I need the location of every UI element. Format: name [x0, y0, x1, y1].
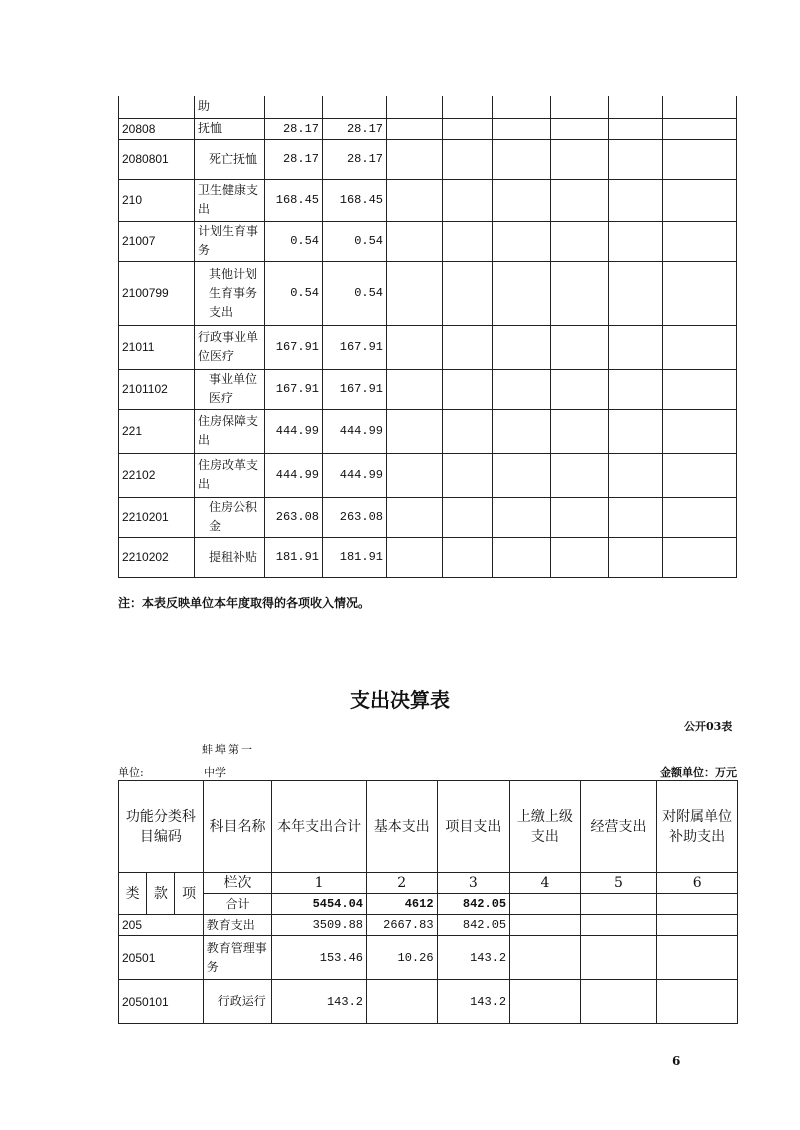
row-empty-cell: [493, 261, 551, 325]
row-empty-cell: [609, 453, 663, 497]
table-row: [119, 453, 737, 497]
row-empty-cell: [493, 453, 551, 497]
row-name: 其他计划生育事务支出: [195, 261, 265, 325]
row-empty-cell: [609, 179, 663, 221]
row-empty-cell: [387, 139, 443, 179]
table-row: [119, 118, 737, 139]
row-code: 21007: [119, 221, 195, 261]
row-empty-cell: [443, 537, 493, 577]
row-empty-cell: [443, 325, 493, 369]
row-empty-cell: [609, 221, 663, 261]
row-fiscal: 444.99: [323, 409, 387, 453]
row-empty-cell: [443, 453, 493, 497]
row-empty-cell: [387, 497, 443, 537]
row-empty-cell: [387, 179, 443, 221]
row-total: 168.45: [265, 179, 323, 221]
row-empty-cell: [551, 369, 609, 409]
row-empty-cell: [551, 118, 609, 139]
row-empty-cell: [493, 409, 551, 453]
row-empty-cell: [663, 118, 737, 139]
row-empty-cell: [387, 369, 443, 409]
header-code: 功能分类科目编码: [119, 781, 204, 873]
header-project: 项目支出: [437, 781, 510, 873]
col-number: 5: [580, 873, 657, 894]
row-project: 143.2: [437, 936, 510, 980]
header-xiang: 项: [175, 873, 203, 915]
row-empty-cell: [609, 325, 663, 369]
row-empty-cell: [551, 497, 609, 537]
header-lei: 类: [119, 873, 147, 915]
income-note: 注：本表反映单位本年度取得的各项收入情况。: [118, 596, 371, 610]
row-empty-cell: [580, 980, 657, 1024]
row-total: 167.91: [265, 325, 323, 369]
row-basic: 10.26: [366, 936, 437, 980]
row-name: 教育支出: [203, 915, 272, 936]
row-code: 221: [119, 409, 195, 453]
row-empty-cell: [551, 325, 609, 369]
row-code: 21011: [119, 325, 195, 369]
header-kuan: 款: [147, 873, 175, 915]
header-total: 本年支出合计: [272, 781, 367, 873]
row-fiscal: 0.54: [323, 221, 387, 261]
row-empty-cell: [551, 537, 609, 577]
row-name: 抚恤: [195, 118, 265, 139]
row-empty-cell: [609, 139, 663, 179]
row-empty-cell: [493, 118, 551, 139]
row-total: 263.08: [265, 497, 323, 537]
row-total: 28.17: [265, 118, 323, 139]
row-fiscal: 181.91: [323, 537, 387, 577]
col-number: 1: [272, 873, 367, 894]
row-name: 住房公积金: [195, 497, 265, 537]
row-empty-cell: [609, 261, 663, 325]
row-empty-cell: [387, 118, 443, 139]
row-empty-cell: [551, 409, 609, 453]
col-number: 2: [366, 873, 437, 894]
unit-label: 单位:: [118, 766, 144, 779]
table-row: [119, 139, 737, 179]
row-name: 事业单位医疗: [195, 369, 265, 409]
row-empty-cell: [657, 980, 738, 1024]
row-total: 153.46: [272, 936, 367, 980]
row-code: 205: [119, 915, 204, 936]
row-fiscal: 168.45: [323, 179, 387, 221]
row-total: 0.54: [265, 221, 323, 261]
table-row: [119, 96, 737, 118]
row-empty-cell: [551, 139, 609, 179]
row-empty-cell: [663, 497, 737, 537]
row-empty-cell: [609, 118, 663, 139]
row-code: 2210202: [119, 537, 195, 577]
row-name: 卫生健康支出: [195, 179, 265, 221]
row-name: 助: [195, 96, 265, 118]
header-basic: 基本支出: [366, 781, 437, 873]
row-empty-cell: [663, 369, 737, 409]
row-project: 143.2: [437, 980, 510, 1024]
row-empty-cell: [493, 96, 551, 118]
row-empty-cell: [443, 221, 493, 261]
row-name: 提租补贴: [195, 537, 265, 577]
row-code: 210: [119, 179, 195, 221]
row-empty-cell: [443, 96, 493, 118]
row-fiscal: 444.99: [323, 453, 387, 497]
row-fiscal: 167.91: [323, 369, 387, 409]
amount-unit: 金额单位：万元: [660, 766, 737, 779]
row-basic: [366, 980, 437, 1024]
table-row: [119, 915, 738, 936]
expense-table: [118, 780, 738, 1024]
row-total: [265, 96, 323, 118]
header-upper: 上缴上级支出: [510, 781, 581, 873]
table-row: [119, 409, 737, 453]
row-project: 842.05: [437, 915, 510, 936]
table-row: [119, 936, 738, 980]
row-fiscal: 28.17: [323, 139, 387, 179]
row-empty-cell: [443, 369, 493, 409]
table-row: [119, 325, 737, 369]
row-total: 167.91: [265, 369, 323, 409]
row-empty-cell: [663, 453, 737, 497]
row-empty-cell: [663, 179, 737, 221]
row-total: 28.17: [265, 139, 323, 179]
row-name: 住房改革支出: [195, 453, 265, 497]
row-empty-cell: [443, 497, 493, 537]
row-empty-cell: [663, 96, 737, 118]
row-fiscal: 167.91: [323, 325, 387, 369]
total-sum: 5454.04: [272, 894, 367, 915]
income-table: [118, 96, 737, 578]
row-empty-cell: [493, 179, 551, 221]
row-empty-cell: [493, 497, 551, 537]
row-empty-cell: [609, 409, 663, 453]
row-fiscal: 28.17: [323, 118, 387, 139]
row-empty-cell: [551, 221, 609, 261]
total-basic: 4612: [366, 894, 437, 915]
row-empty-cell: [493, 221, 551, 261]
row-empty-cell: [387, 453, 443, 497]
unit-name-line1: 蚌埠第一: [202, 743, 254, 756]
table-row: [119, 369, 737, 409]
page-number: 6: [672, 1054, 681, 1068]
row-total: 143.2: [272, 980, 367, 1024]
row-empty-cell: [663, 409, 737, 453]
row-empty-cell: [387, 221, 443, 261]
row-name: 计划生育事务: [195, 221, 265, 261]
row-empty-cell: [443, 179, 493, 221]
row-code: 2080801: [119, 139, 195, 179]
header-name: 科目名称: [203, 781, 272, 873]
row-basic: 2667.83: [366, 915, 437, 936]
header-lanci: 栏次: [203, 873, 272, 894]
row-empty-cell: [609, 369, 663, 409]
row-empty-cell: [580, 915, 657, 936]
unit-name-line2: 中学: [204, 766, 226, 779]
table-row: [119, 537, 737, 577]
row-empty-cell: [551, 453, 609, 497]
row-empty-cell: [609, 96, 663, 118]
row-name: 教育管理事务: [203, 936, 272, 980]
row-empty-cell: [443, 261, 493, 325]
row-empty-cell: [609, 537, 663, 577]
row-code: 2101102: [119, 369, 195, 409]
row-name: 死亡抚恤: [195, 139, 265, 179]
col-number: 4: [510, 873, 581, 894]
row-empty-cell: [387, 96, 443, 118]
row-name: 住房保障支出: [195, 409, 265, 453]
row-fiscal: 0.54: [323, 261, 387, 325]
row-empty-cell: [510, 936, 581, 980]
row-name: 行政运行: [203, 980, 272, 1024]
col-number: 3: [437, 873, 510, 894]
table-row: [119, 980, 738, 1024]
table-row: [119, 221, 737, 261]
row-empty-cell: [609, 497, 663, 537]
row-empty-cell: [551, 261, 609, 325]
row-empty-cell: [663, 139, 737, 179]
row-empty-cell: [510, 980, 581, 1024]
row-fiscal: [323, 96, 387, 118]
row-total: 444.99: [265, 453, 323, 497]
row-empty-cell: [510, 915, 581, 936]
row-empty-cell: [443, 118, 493, 139]
row-empty-cell: [387, 261, 443, 325]
row-total: 0.54: [265, 261, 323, 325]
row-empty-cell: [657, 915, 738, 936]
row-total: 444.99: [265, 409, 323, 453]
row-code: 22102: [119, 453, 195, 497]
row-code: 2210201: [119, 497, 195, 537]
row-empty-cell: [493, 369, 551, 409]
row-empty-cell: [493, 325, 551, 369]
row-empty-cell: [663, 325, 737, 369]
row-code: [119, 96, 195, 118]
row-empty-cell: [663, 221, 737, 261]
row-name: 行政事业单位医疗: [195, 325, 265, 369]
row-empty-cell: [387, 409, 443, 453]
page-title: 支出决算表: [350, 688, 450, 712]
row-empty-cell: [663, 261, 737, 325]
header-subsidy: 对附属单位补助支出: [657, 781, 738, 873]
header-business: 经营支出: [580, 781, 657, 873]
row-empty-cell: [387, 325, 443, 369]
form-number: 公开03表: [684, 720, 733, 733]
table-row: [119, 497, 737, 537]
row-empty-cell: [443, 139, 493, 179]
row-empty-cell: [443, 409, 493, 453]
row-fiscal: 263.08: [323, 497, 387, 537]
row-code: 2050101: [119, 980, 204, 1024]
row-empty-cell: [551, 179, 609, 221]
row-total: 3509.88: [272, 915, 367, 936]
row-empty-cell: [551, 96, 609, 118]
total-project: 842.05: [437, 894, 510, 915]
row-code: 20501: [119, 936, 204, 980]
total-label: 合计: [203, 894, 272, 915]
col-number: 6: [657, 873, 738, 894]
row-code: 20808: [119, 118, 195, 139]
row-empty-cell: [387, 537, 443, 577]
row-code: 2100799: [119, 261, 195, 325]
row-empty-cell: [493, 537, 551, 577]
row-empty-cell: [493, 139, 551, 179]
row-total: 181.91: [265, 537, 323, 577]
row-empty-cell: [663, 537, 737, 577]
table-row: [119, 261, 737, 325]
table-row: [119, 179, 737, 221]
row-empty-cell: [580, 936, 657, 980]
row-empty-cell: [657, 936, 738, 980]
